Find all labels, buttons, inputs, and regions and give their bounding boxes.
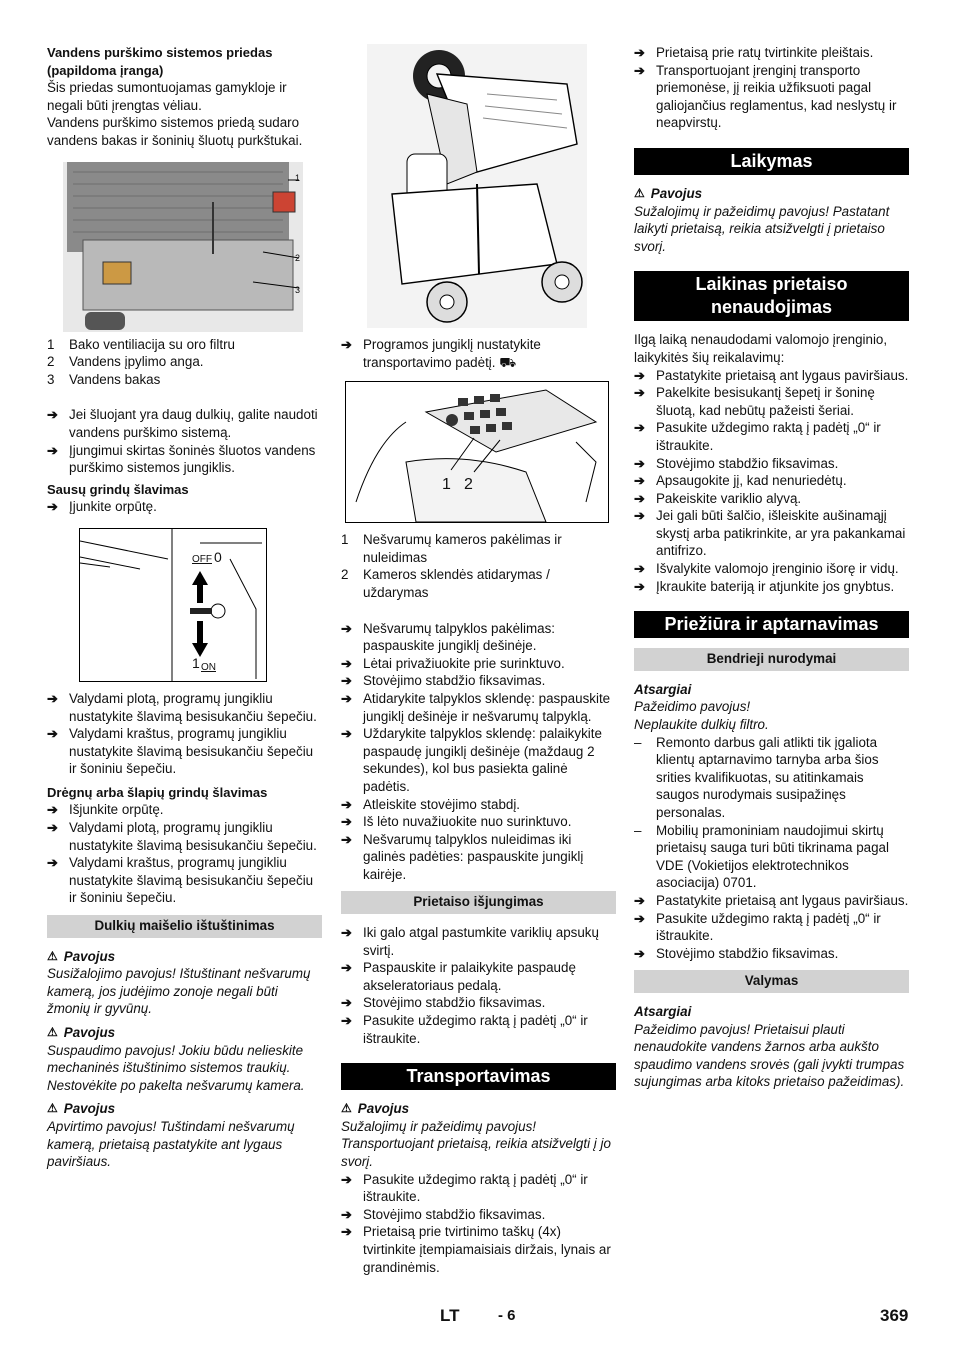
footer-local-page: - 6 (498, 1307, 516, 1324)
bullet: ➔ Stovėjimo stabdžio fiksavimas. (341, 995, 546, 1011)
warning-heading: ⚠ Pavojus (634, 185, 703, 201)
bullet: ➔ Nešvarumų talpyklos pakėlimas: paspauskite jungiklį dešinėje. (341, 620, 556, 654)
arrow-icon: ➔ (634, 508, 645, 524)
warning-heading: ⚠ Pavojus (47, 1101, 116, 1117)
legend-item: 3 Vandens bakas (47, 371, 161, 387)
bullet: ➔ Pakelkite besisukantį šepetį ir šoninę šluotą, kad nebūtų pažeisti šeriai. (634, 385, 875, 418)
control-panel-figure (345, 381, 609, 523)
caution-heading: Atsargiai (634, 681, 692, 697)
bullet: ➔ Išvalykite valomojo įrenginio išorę ir vidų. (634, 561, 899, 577)
arrow-icon: ➔ (634, 910, 645, 926)
bullet: ➔ Atidarykite talpyklos sklendę: paspauskite jungiklį dešinėje ir nešvarumų talpyklą. (341, 690, 611, 724)
arrow-icon: ➔ (47, 499, 58, 515)
fig4-label-2: 2 (464, 476, 473, 494)
water-system-title: Vandens purškimo sistemos priedas (papildoma įranga) (47, 45, 273, 78)
section-downtime: Laikinas prietaiso nenaudojimas (634, 271, 909, 321)
section-transport: Transportavimas (341, 1063, 616, 1090)
bullet: ➔ Pastatykite prietaisą ant lygaus paviršiaus. (634, 367, 909, 383)
arrow-icon: ➔ (634, 892, 645, 908)
bullet: ➔ Jei šluojant yra daug dulkių, galite naudoti vandens purškimo sistemą. (47, 407, 318, 440)
arrow-icon: ➔ (634, 45, 645, 60)
legend-item: 2 Kameros sklendės atidarymas / uždarymas (341, 567, 550, 600)
fig1-label-3: 3 (295, 284, 301, 295)
arrow-icon: ➔ (341, 995, 352, 1011)
legend-item: 2 Vandens įpylimo anga. (47, 354, 204, 370)
warning-text: Susižalojimo pavojus! Ištuštinant nešvarumų kamerą, jos judėjimo zonoje negali būti žmonių ir gyvūnų. (47, 966, 311, 1017)
bullet: ➔ Valydami kraštus, programų jungikliu nustatykite šlavimą besisukančiu šepečiu ir šoniniu šepečiu. (47, 726, 314, 777)
legend-control-panel (341, 531, 616, 601)
arrow-icon: ➔ (634, 945, 645, 961)
warning-icon: ⚠ (634, 185, 645, 200)
arrow-icon: ➔ (47, 407, 58, 423)
fig1-label-2: 2 (295, 252, 301, 263)
bullet: ➔ Įkraukite bateriją ir atjunkite jos gnybtus. (634, 578, 895, 594)
dry-floor-title: Sausų grindų šlavimas (47, 481, 189, 497)
column-left (47, 44, 322, 1171)
bullet: ➔ Įjungimui skirtas šoninės šluotos vandens purškimo sistemos jungiklis. (47, 442, 316, 476)
bullet: ➔ Valydami plotą, programų jungikliu nustatykite šlavimą besisukančiu šepečiu. (47, 690, 317, 724)
fig4-label-1: 1 (442, 476, 451, 494)
arrow-icon: ➔ (341, 814, 352, 830)
caution-text: Pažeidimo pavojus! Prietaisui plauti nenaudokite vandens žarnos arba aukšto spaudimo vandens srovės (gali įvykti trumpas sujungimas arba kitoks prietaiso pažeidimas). (634, 1021, 905, 1090)
bullet: ➔ Valydami plotą, programų jungikliu nustatykite šlavimą besisukančiu šepečiu. (47, 820, 317, 853)
fig1-label-1: 1 (295, 172, 301, 183)
bullet: ➔ Atleiskite stovėjimo stabdį. (341, 796, 521, 812)
arrow-icon: ➔ (634, 473, 645, 489)
bullet: ➔ Apsaugokite jį, kad nenuriedėtų. (634, 473, 847, 489)
arrow-icon: ➔ (47, 442, 58, 458)
arrow-icon: ➔ (341, 1171, 352, 1187)
legend-water-tank (47, 336, 322, 389)
warning-icon: ⚠ (47, 1025, 58, 1039)
off-label: OFF (192, 553, 212, 565)
warning-heading: ⚠ Pavojus (341, 1101, 410, 1117)
arrow-icon: ➔ (47, 726, 58, 742)
section-cleaning: Valymas (634, 970, 909, 993)
bullet: ➔ Įjunkite orpūtę. (47, 499, 157, 515)
arrow-icon: ➔ (47, 820, 58, 836)
arrow-icon: ➔ (341, 960, 352, 976)
warning-text: Suspaudimo pavojus! Jokiu būdu nelieskite mechaninės ištuštinimo sistemos traukių. Nestovėkite po pakelta nešvarumų kamera. (47, 1042, 305, 1093)
bullet: ➔ Prietaisą prie tvirtinimo taškų (4x) tvirtinkite įtempiamaisiais diržais, lynais ar grandinėmis. (341, 1224, 611, 1275)
arrow-icon: ➔ (341, 1224, 352, 1240)
bullet: ➔ Pasukite uždegimo raktą į padėtį „0“ ir ištraukite. (341, 1013, 588, 1046)
dash-item: – Mobilių pramoniniam naudojimui skirtų prietaisų sauga turi būti tikrinama pagal VDE (Vokietijos elektrotechnikos asociacija) 0701. (634, 822, 889, 891)
bullet: ➔ Nešvarumų talpyklos nuleidimas iki galinės padėties: paspauskite jungiklį kairėje. (341, 831, 584, 882)
arrow-icon: ➔ (634, 420, 645, 436)
bullet: ➔ Pastatykite prietaisą ant lygaus paviršiaus. (634, 892, 909, 908)
wet-floor-title: Drėgnų arba šlapių grindų šlavimas (47, 784, 268, 800)
bullet: ➔ Uždarykite talpyklos sklendę: palaikykite paspaudę jungiklį dešinėje (maždaug 2 sekundes), kol bus pasiekta galinė padėtis. (341, 726, 602, 794)
bullet: ➔ Valydami kraštus, programų jungikliu nustatykite šlavimą besisukančiu šepečiu ir šoniniu šepečiu. (47, 855, 314, 906)
section-maintenance: Priežiūra ir aptarnavimas (634, 611, 909, 638)
arrow-icon: ➔ (634, 561, 645, 577)
bullet: ➔ Iš lėto nuvažiuokite nuo surinktuvo. (341, 814, 572, 830)
caution-text: Neplaukite dulkių filtro. (634, 717, 769, 733)
warning-heading: ⚠ Pavojus (47, 948, 116, 964)
arrow-icon: ➔ (341, 925, 352, 941)
arrow-icon: ➔ (341, 1206, 352, 1222)
arrow-icon: ➔ (47, 855, 58, 871)
bullet: ➔ Stovėjimo stabdžio fiksavimas. (341, 673, 546, 689)
warning-heading: ⚠ Pavojus (47, 1025, 116, 1040)
arrow-icon: ➔ (341, 831, 352, 847)
bullet: ➔ Iki galo atgal pastumkite variklių apsukų svirtį. (341, 925, 599, 958)
section-general: Bendrieji nurodymai (634, 648, 909, 671)
warning-text: Sužalojimų ir pažeidimų pavojus! Pastatant laikyti prietaisą, reikia atsižvelgti į prietaiso svorį. (634, 203, 890, 254)
on-label: ON (201, 661, 216, 673)
bullet: ➔ Jei gali būti šalčio, išleiskite aušinamąjį skystį arba patikrinkite, ar yra pakankamai antifrizo. (634, 508, 906, 559)
bullet: ➔ Pakeiskite variklio alyvą. (634, 490, 802, 506)
arrow-icon: ➔ (634, 385, 645, 401)
footer-language: LT (440, 1306, 460, 1325)
bullet: ➔ Programos jungiklį nustatykite transportavimo padėtį. ⛟ (341, 337, 541, 370)
legend-item: 1 Bako ventiliacija su oro filtru (47, 336, 235, 352)
bullet: ➔ Pasukite uždegimo raktą į padėtį „0“ ir ištraukite. (634, 420, 881, 453)
bullet: ➔ Stovėjimo stabdžio fiksavimas. (634, 945, 839, 961)
bullet: ➔ Paspauskite ir palaikykite paspaudę akseleratoriaus pedalą. (341, 960, 576, 993)
dash-item: – Remonto darbus gali atlikti tik įgaliota klientų aptarnavimo tarnyba arba šios srities kvalifikuotas, su atitinkamais saugos nurodymais susipažinęs personalas. (634, 734, 879, 820)
arrow-icon: ➔ (634, 578, 645, 594)
downtime-intro: Ilgą laiką nenaudodami valomojo įrenginio, laikykitės šių reikalavimų: (634, 332, 888, 365)
water-tank-figure (63, 162, 303, 332)
legend-item: 1 Nešvarumų kameros pakėlimas ir nuleidimas (341, 532, 562, 565)
bullet: ➔ Transportuojant įrenginį transporto priemonėse, jį reikia užfiksuoti pagal galiojančius reglamentus, kad neslystų ir neapvirstų. (634, 62, 897, 131)
warning-icon: ⚠ (341, 1101, 352, 1116)
arrow-icon: ➔ (341, 337, 352, 352)
warning-icon: ⚠ (47, 948, 58, 963)
section-device-off: Prietaiso išjungimas (341, 891, 616, 914)
warning-icon: ⚠ (47, 1101, 58, 1116)
arrow-icon: ➔ (47, 690, 58, 706)
arrow-icon: ➔ (341, 620, 352, 636)
zero-label: 0 (214, 548, 222, 565)
water-system-p1: Šis priedas sumontuojamas gamykloje ir negali būti įrengtas vėliau. (47, 80, 287, 113)
arrow-icon: ➔ (341, 673, 352, 689)
water-system-p2: Vandens purškimo sistemos priedą sudaro vandens bakas ir šoninių šluotų purkštukai. (47, 115, 303, 148)
arrow-icon: ➔ (634, 367, 645, 383)
column-middle (341, 44, 616, 1276)
bullet: ➔ Prietaisą prie ratų tvirtinkite pleištais. (634, 45, 874, 60)
arrow-icon: ➔ (634, 455, 645, 471)
caution-text: Pažeidimo pavojus! (634, 699, 751, 715)
section-storage: Laikymas (634, 148, 909, 175)
bullet: ➔ Išjunkite orpūtę. (47, 802, 164, 818)
bullet: ➔ Stovėjimo stabdžio fiksavimas. (634, 455, 839, 471)
footer-page-number: 369 (880, 1306, 909, 1325)
bullet: ➔ Pasukite uždegimo raktą į padėtį „0“ ir ištraukite. (341, 1171, 588, 1205)
sweeper-dump-figure (367, 44, 587, 328)
arrow-icon: ➔ (634, 490, 645, 506)
blower-switch-figure (79, 528, 267, 682)
bullet: ➔ Lėtai privažiuokite prie surinktuvo. (341, 655, 565, 671)
one-label: 1 (192, 654, 200, 671)
warning-text: Sužalojimų ir pažeidimų pavojus! Transportuojant prietaisą, reikia atsižvelgti į jo svorį. (341, 1118, 611, 1169)
warning-text: Apvirtimo pavojus! Tuštindami nešvarumų kamerą, prietaisą pastatykite ant lygaus paviršiaus. (47, 1118, 295, 1170)
arrow-icon: ➔ (341, 796, 352, 812)
section-dust-bag: Dulkių maišelio ištuštinimas (47, 915, 322, 938)
arrow-icon: ➔ (341, 1013, 352, 1029)
caution-heading: Atsargiai (634, 1003, 692, 1019)
arrow-icon: ➔ (47, 802, 58, 818)
arrow-icon: ➔ (634, 62, 645, 78)
bullet: ➔ Pasukite uždegimo raktą į padėtį „0“ ir ištraukite. (634, 910, 881, 944)
column-right (634, 44, 909, 1091)
bullet: ➔ Stovėjimo stabdžio fiksavimas. (341, 1206, 546, 1222)
transport-mode-icon: ⛟ (499, 354, 517, 370)
arrow-icon: ➔ (341, 690, 352, 706)
arrow-icon: ➔ (341, 726, 352, 742)
arrow-icon: ➔ (341, 655, 352, 671)
